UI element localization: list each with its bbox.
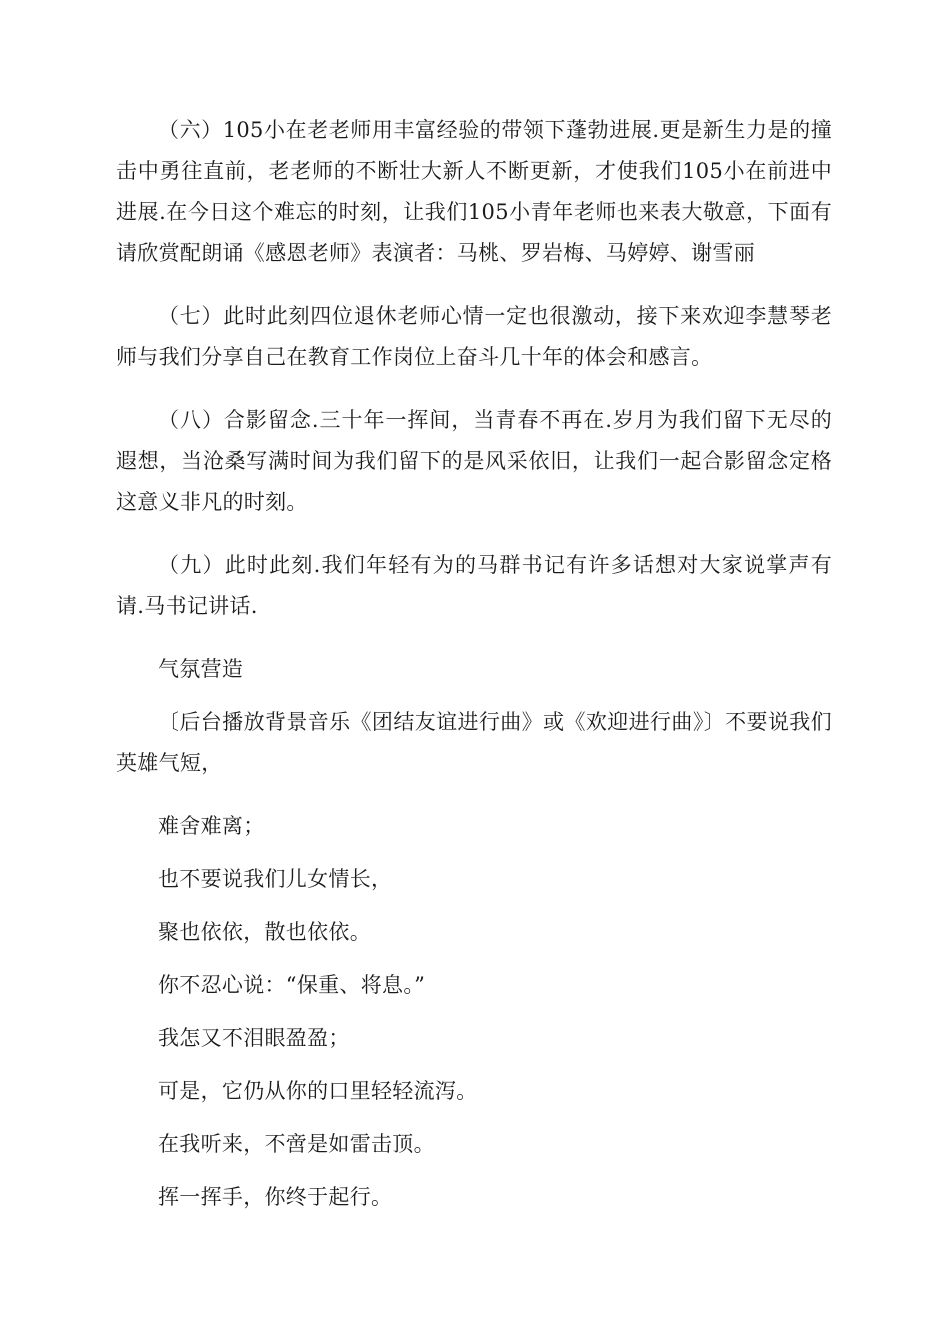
poem-line: 难舍难离； <box>158 814 265 838</box>
paragraph-six: （六）105小在老老师用丰富经验的带领下蓬勃进展.更是新生力是的撞击中勇往直前，老老师的不断壮大新人不断更新，才使我们105小在前进中进展.在今日这个难忘的时刻，让我们105小青年老师也来表大敬意，下面有请欣赏配朗诵《感恩老师》表演者：马桃、罗岩梅、马婷婷、谢雪丽 <box>116 118 832 265</box>
poem-line: 你不忍心说：“保重、将息。” <box>158 973 426 997</box>
poem-line: 可是，它仍从你的口里轻轻流泻。 <box>158 1079 478 1103</box>
poem-line: 我怎又不泪眼盈盈； <box>158 1026 350 1050</box>
poem-line: 挥一挥手，你终于起行。 <box>158 1185 393 1209</box>
poem-line: 在我听来，不啻是如雷击顶。 <box>158 1132 435 1156</box>
poem-line: 聚也依依，散也依依。 <box>158 920 371 944</box>
paragraph-seven: （七）此时此刻四位退休老师心情一定也很激动，接下来欢迎李慧琴老师与我们分享自己在教育工作岗位上奋斗几十年的体会和感言。 <box>116 304 832 369</box>
intro-paragraph: 〔后台播放背景音乐《团结友谊进行曲》或《欢迎进行曲》〕不要说我们英雄气短， <box>116 710 832 775</box>
poem-line: 也不要说我们儿女情长， <box>158 867 393 891</box>
paragraph-eight: （八）合影留念.三十年一挥间，当青春不再在.岁月为我们留下无尽的遐想，当沧桑写满时间为我们留下的是风采依旧，让我们一起合影留念定格这意义非凡的时刻。 <box>116 408 832 514</box>
section-heading: 气氛营造 <box>158 657 244 681</box>
paragraph-nine: （九）此时此刻.我们年轻有为的马群书记有许多话想对大家说掌声有请.马书记讲话. <box>116 553 832 618</box>
